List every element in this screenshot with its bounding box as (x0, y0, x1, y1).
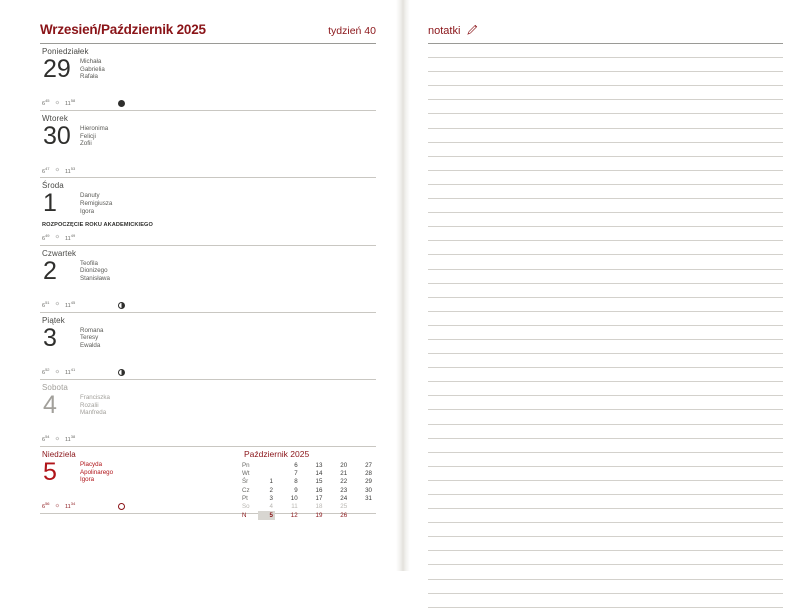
name-day: Apolinarego (80, 468, 114, 476)
astro-info (42, 98, 75, 107)
book-spine (396, 0, 410, 571)
mini-day[interactable] (258, 470, 275, 478)
day-name: Wtorek (42, 114, 68, 124)
moon-phase-icon (118, 302, 125, 309)
astro-info (42, 233, 75, 242)
day-name: Poniedziałek (42, 47, 89, 56)
note-line[interactable] (428, 298, 783, 312)
note-line[interactable] (428, 565, 783, 579)
note-line[interactable] (428, 157, 783, 171)
note-line[interactable] (428, 580, 783, 594)
pencil-icon (467, 22, 478, 40)
day-row[interactable] (40, 246, 376, 313)
dow-label: Wt (242, 469, 250, 477)
week-number-label: tydzień 40 (328, 25, 376, 37)
day-number: 2 (43, 256, 57, 285)
note-line[interactable] (428, 537, 783, 551)
sun-icon: ☼ (54, 234, 61, 241)
mini-day[interactable]: 4 (269, 503, 273, 511)
note-line[interactable] (428, 467, 783, 481)
note-line[interactable] (428, 72, 783, 86)
note-line[interactable] (428, 44, 783, 58)
day-name: Niedziela (42, 450, 76, 460)
mini-day[interactable]: 31 (365, 495, 372, 503)
mini-day[interactable]: 18 (315, 503, 323, 511)
mini-day-today[interactable]: 5 (258, 511, 275, 519)
mini-day[interactable]: 22 (340, 478, 348, 486)
sun-icon: ☼ (54, 99, 61, 106)
day-number: 5 (43, 458, 57, 487)
name-day: Hieronima (80, 125, 109, 133)
mini-day[interactable] (349, 511, 374, 519)
sun-icon: ☼ (54, 502, 61, 509)
mini-day[interactable]: 13 (315, 461, 323, 469)
dow-label: Pn (242, 461, 250, 469)
mini-day[interactable] (258, 461, 275, 469)
mini-month-calendar[interactable] (240, 449, 376, 520)
note-line[interactable] (428, 354, 783, 368)
mini-calendar-row (240, 461, 374, 469)
mini-day[interactable]: 25 (340, 503, 348, 511)
day-row[interactable] (40, 44, 376, 111)
sunrise-time: $6^{56}$ (42, 501, 50, 511)
note-line[interactable] (428, 114, 783, 128)
day-row[interactable] (40, 178, 376, 245)
day-name: Czwartek (42, 248, 77, 258)
day-number: 1 (43, 189, 57, 218)
mini-day[interactable]: 1 (269, 478, 273, 486)
note-line[interactable] (428, 453, 783, 467)
note-line[interactable] (428, 410, 783, 424)
day-row[interactable] (40, 380, 376, 447)
mini-day[interactable]: 11 (291, 503, 298, 511)
name-day: Zofii (80, 140, 92, 148)
day-length: $11^{34}$ (65, 501, 76, 511)
note-line[interactable] (428, 382, 783, 396)
day-length: $11^{38}$ (65, 434, 76, 444)
mini-day[interactable]: 20 (340, 461, 348, 469)
mini-day[interactable]: 15 (315, 478, 323, 486)
sun-icon: ☼ (54, 435, 61, 442)
dow-label: Cz (242, 486, 250, 494)
note-line[interactable] (428, 509, 783, 523)
note-line[interactable] (428, 368, 783, 382)
day-list (40, 44, 376, 519)
note-line[interactable] (428, 129, 783, 143)
note-line[interactable] (428, 439, 783, 453)
name-days (80, 125, 108, 148)
day-row[interactable] (40, 447, 376, 519)
astro-info (42, 501, 75, 510)
mini-calendar-row (240, 470, 374, 478)
mini-day[interactable]: 30 (365, 486, 372, 494)
mini-day[interactable]: 10 (290, 495, 298, 503)
day-length: $11^{41}$ (65, 367, 76, 376)
mini-day[interactable]: 23 (340, 486, 348, 494)
mini-calendar-row (240, 503, 374, 511)
note-line[interactable] (428, 425, 783, 439)
dow-label: Śr (242, 478, 249, 486)
left-page-header (40, 22, 376, 37)
mini-day[interactable]: 9 (294, 486, 298, 494)
mini-calendar-title: Październik 2025 (244, 449, 310, 460)
dow-label: Pt (242, 495, 248, 503)
name-day: Romana (80, 326, 104, 334)
name-day: Remigiusza (80, 199, 113, 207)
note-line[interactable] (428, 185, 783, 199)
mini-day[interactable]: 16 (315, 486, 323, 494)
day-event-note: ROZPOCZĘCIE ROKU AKADEMICKIEGO (42, 222, 153, 229)
mini-calendar-row (240, 495, 374, 503)
name-day: Manfreda (80, 409, 107, 417)
mini-day[interactable]: 21 (340, 469, 348, 477)
name-day: Ewalda (80, 341, 101, 349)
sunrise-time: $6^{51}$ (42, 299, 50, 309)
note-line[interactable] (428, 171, 783, 185)
note-line[interactable] (428, 143, 783, 157)
note-line[interactable] (428, 396, 783, 410)
mini-day[interactable] (349, 503, 374, 511)
mini-day[interactable]: 19 (315, 511, 323, 519)
mini-day[interactable]: 6 (294, 461, 298, 469)
note-line[interactable] (428, 100, 783, 114)
notes-title: notatki (428, 25, 461, 37)
note-line[interactable] (428, 58, 783, 72)
sunrise-time: $6^{54}$ (42, 434, 50, 444)
note-line[interactable] (428, 523, 783, 537)
mini-day[interactable]: 2 (269, 486, 273, 494)
name-day: Igora (80, 476, 95, 484)
day-number: 30 (43, 122, 71, 151)
mini-calendar-row (240, 511, 374, 519)
sunrise-time: $6^{49}$ (42, 232, 50, 242)
sun-icon: ☼ (54, 368, 61, 375)
dow-label: So (242, 503, 250, 511)
mini-calendar-row (240, 478, 374, 486)
note-line[interactable] (428, 340, 783, 354)
day-name: Środa (42, 181, 64, 191)
day-length: $11^{45}$ (65, 299, 76, 309)
astro-info (42, 166, 75, 175)
note-line[interactable] (428, 594, 783, 608)
mini-day[interactable]: 3 (269, 495, 273, 503)
name-day: Franciszka (80, 393, 110, 401)
day-number: 29 (43, 55, 71, 83)
astro-info (42, 367, 75, 376)
note-line[interactable] (428, 199, 783, 213)
mini-day[interactable]: 28 (365, 469, 372, 477)
name-days (80, 260, 110, 283)
day-length: $11^{53}$ (65, 165, 76, 175)
sunrise-time: $6^{52}$ (42, 367, 50, 376)
note-line[interactable] (428, 227, 783, 241)
note-line[interactable] (428, 481, 783, 495)
moon-phase-icon (118, 369, 125, 376)
day-row[interactable] (40, 111, 376, 178)
note-line[interactable] (428, 255, 783, 269)
right-page-notes (410, 0, 800, 571)
note-line[interactable] (428, 551, 783, 565)
day-length: $11^{49}$ (65, 232, 76, 242)
day-name: Piątek (42, 315, 65, 325)
mini-day[interactable]: 7 (294, 469, 298, 477)
moon-phase-icon (118, 100, 125, 107)
name-day: Michała (80, 58, 102, 65)
sunrise-time: $6^{47}$ (42, 165, 50, 175)
dow-label: N (242, 511, 247, 519)
mini-day[interactable]: 27 (365, 461, 372, 469)
notes-ruled-area[interactable] (428, 44, 783, 608)
day-row[interactable] (40, 313, 376, 380)
mini-day[interactable]: 17 (315, 495, 323, 503)
day-number: 3 (43, 323, 57, 352)
day-name: Sobota (42, 382, 68, 392)
note-line[interactable] (428, 241, 783, 255)
note-line[interactable] (428, 495, 783, 509)
name-day: Placyda (80, 461, 103, 469)
astro-info (42, 434, 75, 443)
name-day: Dionizego (80, 267, 108, 275)
mini-day[interactable]: 12 (290, 511, 298, 519)
name-day: Igora (80, 207, 95, 215)
mini-day[interactable]: 8 (294, 478, 298, 486)
notes-header (428, 22, 478, 40)
day-number: 4 (43, 390, 57, 419)
name-day: Rafała (80, 73, 98, 81)
name-days (80, 58, 105, 81)
mini-calendar-row (240, 486, 374, 494)
name-days (80, 394, 110, 417)
moon-phase-icon (118, 503, 125, 510)
name-day: Teofila (80, 259, 98, 267)
note-line[interactable] (428, 86, 783, 100)
mini-day[interactable]: 24 (340, 495, 348, 503)
sun-icon: ☼ (54, 166, 61, 173)
name-day: Teresy (80, 334, 99, 342)
astro-info (42, 300, 75, 309)
name-day: Rozalii (80, 401, 99, 409)
name-day: Stanisława (80, 274, 110, 282)
note-line[interactable] (428, 213, 783, 227)
name-day: Felicji (80, 132, 96, 140)
name-day: Danuty (80, 192, 100, 200)
name-day: Gabrielia (80, 65, 105, 73)
note-line[interactable] (428, 270, 783, 284)
sun-icon: ☼ (54, 301, 61, 308)
note-line[interactable] (428, 326, 783, 340)
name-days (80, 461, 113, 484)
mini-day[interactable]: 29 (365, 478, 372, 486)
note-line[interactable] (428, 312, 783, 326)
name-days (80, 192, 112, 215)
left-page-week-view (0, 0, 396, 571)
name-days (80, 327, 103, 350)
note-line[interactable] (428, 284, 783, 298)
mini-day[interactable]: 14 (315, 469, 323, 477)
mini-calendar-table (240, 461, 374, 520)
sunrise-time: $6^{45}$ (42, 98, 50, 108)
day-length: $11^{58}$ (65, 98, 76, 108)
mini-day[interactable]: 26 (340, 511, 348, 519)
page-title: Wrzesień/Październik 2025 (40, 22, 206, 37)
